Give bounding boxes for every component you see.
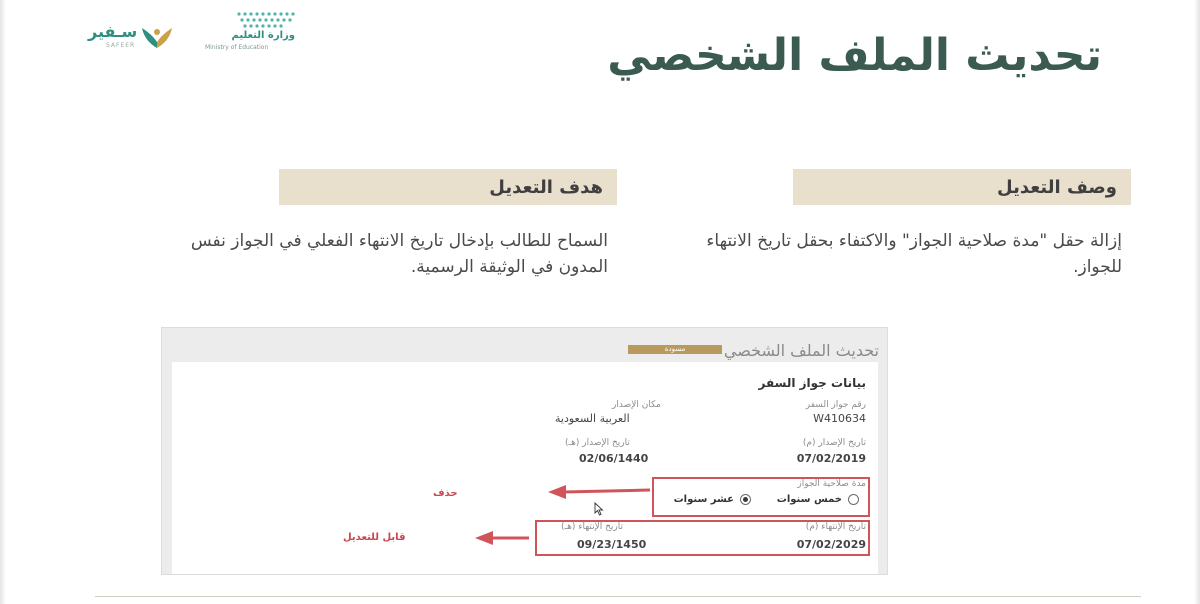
passport-section-title: بيانات جواز السفر xyxy=(758,376,866,390)
draft-badge: مسودة xyxy=(628,345,722,354)
validity-ten-years-radio[interactable] xyxy=(740,494,751,505)
expiry-gregorian-label: تاريخ الإنتهاء (م) xyxy=(805,522,866,532)
validity-five-years-radio[interactable] xyxy=(848,494,859,505)
validity-five-years-label[interactable]: خمس سنوات xyxy=(776,494,842,505)
passport-number-value[interactable]: W410634 xyxy=(813,412,866,425)
safeer-name-english: SAFEER xyxy=(106,42,136,49)
slide-title: تحديث الملف الشخصي xyxy=(607,30,1102,81)
ministry-logo xyxy=(205,10,295,52)
delete-annotation: حذف xyxy=(433,488,458,499)
issue-date-gregorian-label: تاريخ الإصدار (م) xyxy=(802,438,866,448)
expiry-hijri-label: تاريخ الإنتهاء (هـ) xyxy=(561,522,624,532)
right-edge-shadow xyxy=(1194,0,1200,604)
issue-place-value[interactable]: العربية السعودية xyxy=(555,412,630,425)
expiry-gregorian-value[interactable]: 07/02/2029 xyxy=(796,538,866,551)
validity-label: مدة صلاحية الجواز xyxy=(797,479,866,489)
passport-number-label: رقم جواز السفر xyxy=(805,400,866,410)
form-page-title: تحديث الملف الشخصي xyxy=(723,341,879,360)
editable-annotation: قابل للتعديل xyxy=(343,532,406,543)
ministry-logo-dots-icon xyxy=(235,10,295,28)
editable-arrow-icon xyxy=(473,529,531,547)
issue-date-hijri-value[interactable]: 02/06/1440 xyxy=(579,452,649,465)
left-edge-shadow xyxy=(0,0,6,604)
validity-ten-years-label[interactable]: عشر سنوات xyxy=(673,494,734,505)
goal-text: السماح للطالب بإدخال تاريخ الانتهاء الفعلي في الجواز نفس المدون في الوثيقة الرسمية. xyxy=(190,231,608,277)
ministry-name-english: Ministry of Education xyxy=(205,44,269,51)
description-header-label: وصف التعديل xyxy=(997,177,1117,198)
safeer-logo xyxy=(88,22,183,54)
expiry-hijri-value[interactable]: 09/23/1450 xyxy=(577,538,647,551)
footer-divider xyxy=(95,596,1141,597)
delete-arrow-icon xyxy=(546,482,652,500)
mouse-cursor-icon xyxy=(594,502,604,516)
description-text: إزالة حقل "مدة صلاحية الجواز" والاكتفاء بحقل تاريخ الانتهاء للجواز. xyxy=(706,231,1122,277)
ministry-name-arabic: وزارة التعليم xyxy=(231,30,295,41)
safeer-name-arabic: سـفير xyxy=(88,22,138,41)
issue-place-label: مكان الإصدار xyxy=(612,400,661,410)
safeer-wings-icon xyxy=(140,24,174,50)
issue-date-hijri-label: تاريخ الإصدار (هـ) xyxy=(565,438,630,448)
goal-header xyxy=(279,169,617,205)
description-header xyxy=(793,169,1131,205)
issue-date-gregorian-value[interactable]: 07/02/2019 xyxy=(796,452,866,465)
goal-header-label: هدف التعديل xyxy=(489,177,603,198)
